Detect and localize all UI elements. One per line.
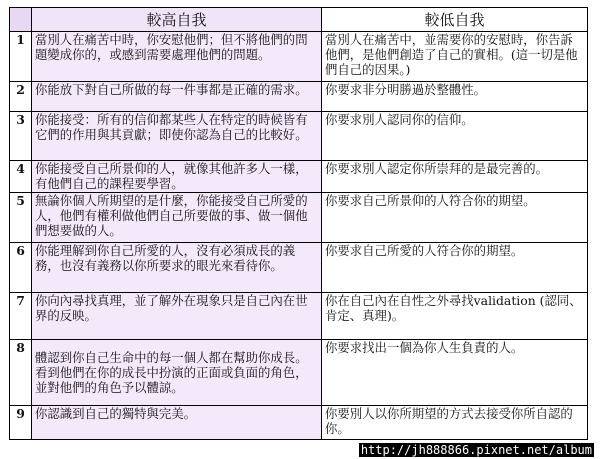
lower-self-cell: 當別人在痛苦中，並需要你的安慰時，你告訴他們，是他們創造了自己的實相。(這一切是他們自己的因果。) [322,32,588,82]
comparison-table [9,7,588,440]
table-row [10,193,588,243]
higher-self-cell: 你能理解到你自己所愛的人，沒有必須成長的義務，也沒有義務以你所要求的眼光來看待你。 [32,243,322,293]
header-lower-self: 較低自我 [322,8,588,32]
row-number: 7 [10,293,32,340]
table-row [10,406,588,440]
table-row [10,243,588,293]
lower-self-cell: 你要求別人認定你所崇拜的是最完善的。 [322,161,588,193]
row-number: 9 [10,406,32,440]
table-row [10,293,588,340]
table-row [10,82,588,112]
row-number: 4 [10,161,32,193]
higher-self-cell: 你向內尋找真理，並了解外在現象只是自己內在世界的反映。 [32,293,322,340]
row-number: 3 [10,112,32,161]
higher-self-cell: 無論你個人所期望的是什麼，你能接受自己所愛的人，他們有權利做他們自己所要做的事、做一個他們想要做的人。 [32,193,322,243]
higher-self-cell: 體認到你自己生命中的每一個人都在幫助你成長。看到他們在你的成長中扮演的正面或負面的角色，並對他們的角色予以體諒。 [32,340,322,406]
lower-self-cell: 你要求自己所景仰的人符合你的期望。 [322,193,588,243]
table-header-row [10,8,588,32]
row-number: 2 [10,82,32,112]
header-corner-cell [10,8,32,32]
lower-self-cell: 你在自己內在自性之外尋找validation (認同、肯定、真理)。 [322,293,588,340]
lower-self-cell: 你要求非分明勝過於整體性。 [322,82,588,112]
higher-self-cell: 你能放下對自己所做的每一件事都是正確的需求。 [32,82,322,112]
row-number: 8 [10,340,32,406]
lower-self-cell: 你要求別人認同你的信仰。 [322,112,588,161]
lower-self-cell: 你要求找出一個為你人生負責的人。 [322,340,588,406]
table-row [10,340,588,406]
higher-self-cell: 你能接受：所有的信仰都某些人在特定的時候皆有它們的作用與其貢獻；即使你認為自己的比較好。 [32,112,322,161]
row-number: 5 [10,193,32,243]
row-number: 6 [10,243,32,293]
header-higher-self: 較高自我 [32,8,322,32]
higher-self-cell: 你認識到自己的獨特與完美。 [32,406,322,440]
lower-self-cell: 你要求自己所愛的人符合你的期望。 [322,243,588,293]
higher-self-cell: 你能接受自己所景仰的人，就像其他許多人一樣，有他們自己的課程要學習。 [32,161,322,193]
row-number: 1 [10,32,32,82]
table-row [10,32,588,82]
table-row [10,161,588,193]
higher-self-cell: 當別人在痛苦中時，你安慰他們；但不將他們的問題變成你的，或感到需要處理他們的問題。 [32,32,322,82]
lower-self-cell: 你要別人以你所期望的方式去接受你所自認的你。 [322,406,588,440]
watermark-url: http://jh888866.pixnet.net/album [360,443,592,457]
table-row [10,112,588,161]
